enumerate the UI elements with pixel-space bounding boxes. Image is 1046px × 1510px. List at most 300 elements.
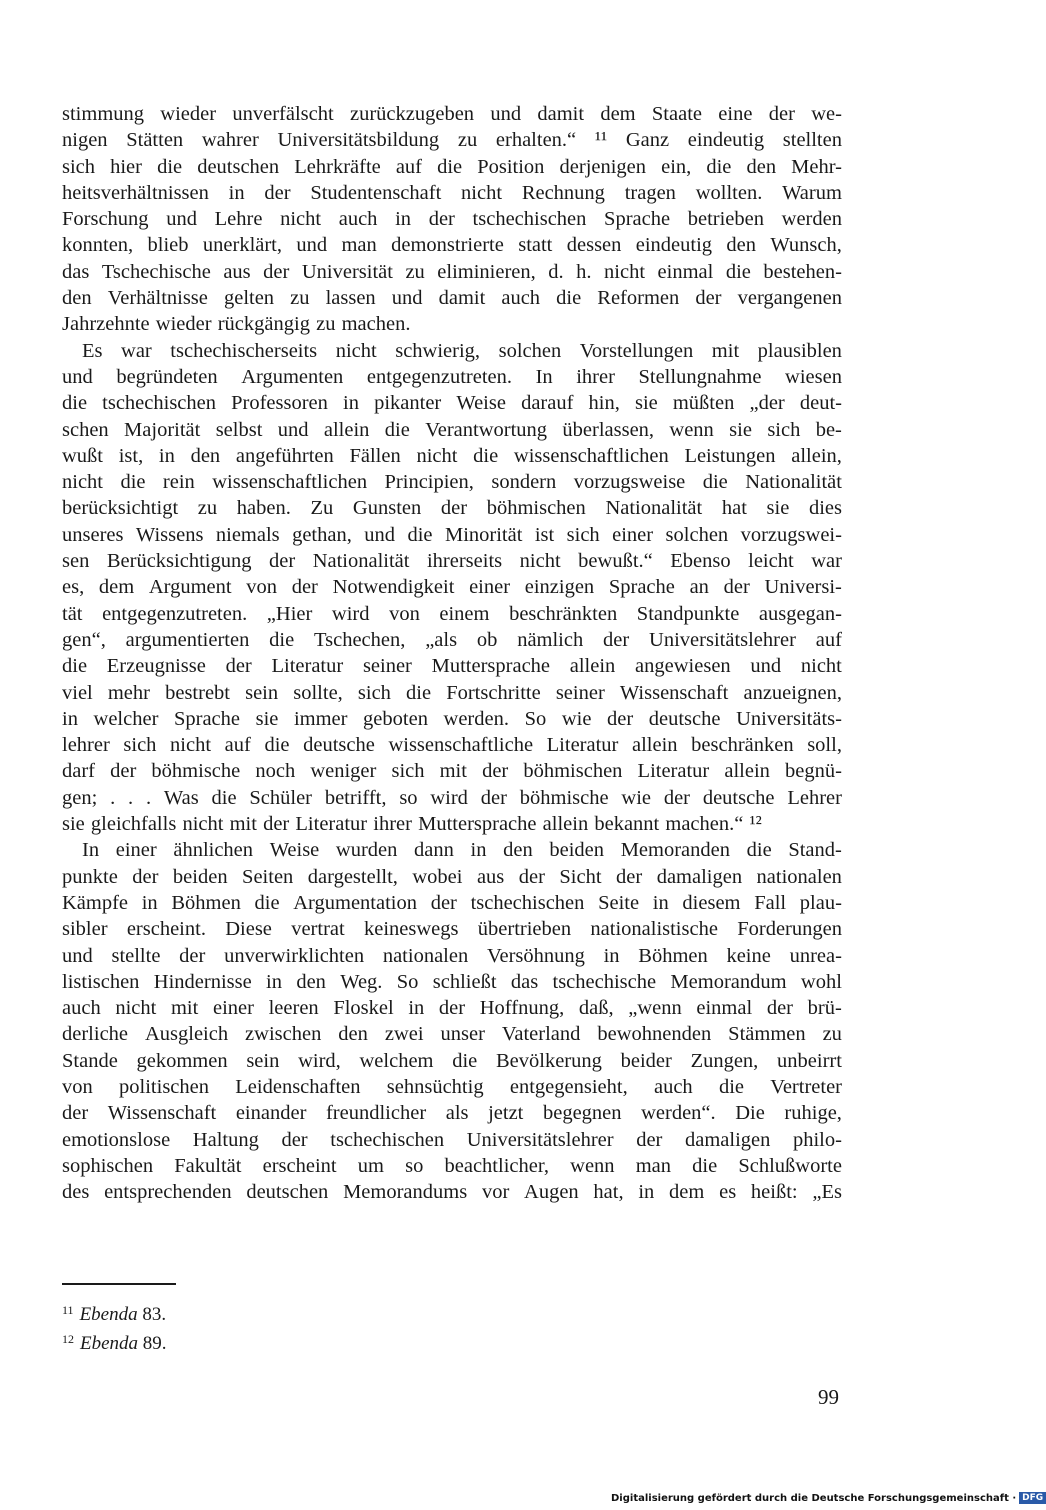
word: politischen: [119, 1075, 209, 1098]
word: und: [490, 103, 522, 125]
text-line: [62, 469, 842, 495]
word: gekommen: [136, 1049, 228, 1072]
word: seiner: [362, 655, 412, 678]
word: so: [405, 1154, 424, 1177]
word: Leistungen: [684, 444, 776, 467]
word: mit: [229, 813, 257, 836]
word: von: [62, 1075, 93, 1098]
word: die: [384, 418, 410, 441]
word: Literatur: [295, 813, 368, 836]
word: deut-: [799, 392, 842, 415]
word: eine: [718, 103, 753, 125]
word: machen.“: [665, 813, 744, 836]
word: Weg.: [340, 970, 383, 993]
word: die: [211, 786, 237, 809]
word: nicht: [170, 734, 212, 757]
word: lehrer: [62, 734, 110, 757]
word: Verhältnisse: [107, 287, 208, 310]
word: die: [62, 392, 88, 415]
word: deutsche: [702, 786, 775, 809]
word: Sprache: [604, 208, 671, 231]
word: Majorität: [124, 418, 201, 441]
word: lassen: [325, 287, 376, 310]
word: Universi-: [764, 576, 842, 599]
footnote-page: 89.: [142, 1333, 167, 1354]
word: statt: [518, 234, 553, 257]
word: beschränkten: [509, 602, 618, 625]
word: viel: [62, 681, 93, 704]
word: stimmung: [62, 103, 145, 125]
word: entsprechenden: [104, 1181, 232, 1204]
word: die: [725, 260, 751, 283]
word: Memoranden: [620, 839, 730, 862]
word: stellte: [111, 944, 161, 967]
word: der: [438, 997, 466, 1020]
word: Seiten: [242, 865, 294, 888]
word: Weise: [456, 392, 506, 415]
word: demonstrierte: [391, 234, 504, 257]
word: unrea-: [789, 944, 842, 967]
word: heißt:: [750, 1181, 798, 1204]
word: ¹²: [749, 813, 762, 836]
word: geboten: [363, 707, 428, 730]
word: entgegenzutreten.: [366, 365, 513, 388]
word: sen: [62, 550, 90, 573]
word: „als: [425, 628, 458, 651]
word: Mehr-: [791, 155, 842, 178]
word: wobei: [412, 865, 463, 888]
word: eindeutig: [635, 234, 713, 257]
word: allein: [323, 418, 370, 441]
word: in: [228, 181, 245, 204]
word: begnü-: [785, 760, 842, 783]
word: die: [120, 471, 146, 494]
word: freundlicher: [325, 1102, 427, 1125]
word: damaligen: [684, 1128, 771, 1151]
word: Wunsch,: [770, 234, 842, 257]
word: vor: [481, 1181, 510, 1204]
word: Weise: [269, 839, 320, 862]
word: wahrer: [201, 129, 259, 152]
word: wieder: [160, 103, 217, 125]
word: zu: [822, 1023, 842, 1046]
word: nicht: [115, 997, 157, 1020]
word: einmal: [657, 260, 714, 283]
word: den: [746, 155, 777, 178]
word: „wenn: [628, 997, 682, 1020]
word: unverwirklichten: [224, 944, 365, 967]
word: auch: [501, 287, 541, 310]
word: auf: [395, 155, 423, 178]
word: zurückzugeben: [349, 103, 475, 125]
word: gleichfalls: [90, 813, 177, 836]
word: betrifft,: [324, 786, 387, 809]
word: philo-: [792, 1128, 842, 1151]
word: vergangenen: [737, 287, 842, 310]
word: rein: [162, 471, 195, 494]
word: Universitäts-: [736, 707, 842, 730]
word: beider: [620, 1049, 672, 1072]
word: ob: [476, 628, 498, 651]
word: bekannt: [594, 813, 660, 836]
word: Professoren: [231, 392, 328, 415]
word: Sprache: [173, 707, 241, 730]
word: hat,: [593, 1181, 624, 1204]
word: plau-: [799, 891, 842, 914]
word: war: [811, 550, 842, 573]
word: So: [524, 707, 547, 730]
word: schwierig,: [395, 339, 481, 362]
text-line: [62, 127, 842, 153]
word: h.: [576, 260, 592, 283]
text-line: [62, 601, 842, 627]
word: Schlußworte: [738, 1154, 842, 1177]
word: tschechischen: [472, 208, 587, 231]
word: allein: [542, 813, 589, 836]
word: Ganz: [625, 129, 670, 152]
word: Erzeugnisse: [106, 655, 206, 678]
word: dem: [669, 1181, 705, 1204]
word: blieb: [147, 234, 189, 257]
word: die: [269, 628, 295, 651]
word: allein: [631, 734, 678, 757]
word: und: [391, 287, 423, 310]
text-line: [62, 627, 842, 653]
word: Studentenschaft: [310, 181, 442, 204]
text-line: [62, 390, 842, 416]
word: der: [518, 865, 545, 888]
word: Fall: [754, 891, 787, 914]
word: Vertreter: [770, 1075, 842, 1098]
word: der: [430, 891, 457, 914]
word: schen: [62, 418, 109, 441]
word: die: [692, 1154, 718, 1177]
word: sondern: [491, 471, 557, 494]
word: nationalistische: [590, 918, 718, 941]
text-line: [62, 1074, 842, 1100]
word: und: [62, 365, 93, 388]
word: sie: [255, 707, 279, 730]
word: und: [277, 418, 309, 441]
word: Nationalität: [745, 471, 842, 494]
word: Muttersprache: [431, 655, 551, 678]
word: In: [82, 839, 100, 862]
word: der: [428, 208, 455, 231]
word: aus: [223, 260, 251, 283]
word: einer: [212, 997, 254, 1020]
word: „Hier: [266, 602, 313, 625]
word: wußt: [62, 444, 103, 467]
word: darauf: [521, 392, 574, 415]
word: nicht: [280, 208, 322, 231]
word: Hindernisse: [153, 970, 252, 993]
word: schließt: [432, 970, 497, 993]
word: in: [395, 208, 412, 231]
word: der: [179, 944, 206, 967]
text-line: [62, 1127, 842, 1153]
word: Jahrzehnte: [62, 313, 150, 336]
word: allein: [569, 655, 616, 678]
text-line: [62, 653, 842, 679]
word: Lehrkräfte: [294, 155, 381, 178]
word: .: [128, 786, 134, 809]
word: Literatur: [546, 734, 619, 757]
word: Die: [735, 1102, 765, 1125]
word: wissenschaftlichen: [513, 444, 669, 467]
word: der: [636, 1128, 663, 1151]
word: Sprache: [608, 576, 675, 599]
word: Warum: [782, 181, 842, 204]
word: Stand-: [788, 839, 842, 862]
word: Forschung: [62, 208, 149, 231]
text-line: [62, 1179, 842, 1205]
footnote-source: Ebenda: [79, 1304, 138, 1325]
word: plausiblen: [757, 339, 842, 362]
word: tschechischerseits: [170, 339, 318, 362]
word: deutschen: [197, 155, 280, 178]
word: Zu: [310, 497, 334, 520]
word: gelten: [223, 287, 275, 310]
word: man: [341, 234, 377, 257]
word: sie: [729, 418, 752, 441]
word: den: [190, 444, 221, 467]
text-line: [62, 1100, 842, 1126]
word: niemals: [215, 523, 280, 546]
word: nicht: [62, 471, 103, 494]
word: nicht: [604, 260, 646, 283]
word: begegnen: [542, 1102, 622, 1125]
word: we-: [811, 103, 842, 125]
word: ist: [534, 523, 555, 546]
word: böhmischen: [486, 497, 586, 520]
word: Hoffnung,: [479, 997, 565, 1020]
word: wissenschaftlichen: [212, 471, 368, 494]
word: die: [406, 681, 432, 704]
word: Stande: [62, 1049, 118, 1072]
word: Schüler: [249, 786, 313, 809]
text-line: [62, 548, 842, 574]
word: beschränken: [691, 734, 794, 757]
word: die: [62, 655, 88, 678]
word: eindeutig: [687, 129, 765, 152]
text-line: [62, 574, 842, 600]
word: damit: [537, 103, 585, 125]
word: solchen: [498, 339, 562, 362]
word: Memorandum: [670, 970, 787, 993]
word: der: [723, 576, 750, 599]
text-line: [62, 206, 842, 232]
word: leeren: [268, 997, 319, 1020]
word: den: [503, 839, 533, 862]
footnote-11: [62, 1298, 167, 1327]
word: tschechischen: [470, 891, 585, 914]
text-line: [62, 522, 842, 548]
word: die: [264, 734, 290, 757]
word: ruhige,: [784, 1102, 842, 1125]
word: erhalten.“: [495, 129, 577, 152]
word: der: [132, 865, 159, 888]
word: die: [452, 1049, 478, 1072]
word: ist,: [118, 444, 144, 467]
word: die: [706, 155, 732, 178]
text-line: [62, 943, 842, 969]
word: Universitätslehrer: [466, 1128, 614, 1151]
word: Forderungen: [737, 918, 842, 941]
word: welcher: [93, 707, 159, 730]
word: den: [338, 1023, 368, 1046]
text-line: [62, 364, 842, 390]
word: in: [638, 1181, 655, 1204]
word: Reformen: [597, 287, 680, 310]
word: wenn: [669, 418, 714, 441]
word: Lehre: [214, 208, 263, 231]
text-line: [62, 311, 842, 337]
word: und: [364, 523, 396, 546]
word: Ebenso: [670, 550, 731, 573]
word: war: [121, 339, 152, 362]
word: einmal: [696, 997, 753, 1020]
word: in: [470, 839, 487, 862]
footnote-page: 83.: [142, 1304, 167, 1325]
word: der: [440, 497, 468, 520]
word: des: [62, 1181, 90, 1204]
word: angeführten: [235, 444, 334, 467]
word: wenn: [570, 1154, 615, 1177]
word: beiden: [549, 839, 605, 862]
word: seiner: [555, 681, 605, 704]
text-line: [62, 890, 842, 916]
footnote-12: [62, 1327, 167, 1356]
word: Versöhnung: [486, 944, 585, 967]
word: nationalen: [382, 944, 469, 967]
word: in: [343, 392, 359, 415]
word: es: [719, 1181, 737, 1204]
word: soll,: [807, 734, 842, 757]
word: in: [603, 944, 620, 967]
word: listischen: [62, 970, 140, 993]
word: wohl: [800, 970, 842, 993]
word: müßten: [672, 392, 735, 415]
text-line: [62, 443, 842, 469]
word: So: [396, 970, 419, 993]
word: leicht: [748, 550, 794, 573]
word: darf: [62, 760, 96, 783]
word: ihrerseits: [426, 550, 503, 573]
word: nicht: [416, 444, 458, 467]
word: Bevölkerung: [495, 1049, 602, 1072]
word: sein: [245, 681, 279, 704]
word: Tschechische: [101, 260, 211, 283]
word: beiden: [172, 865, 228, 888]
word: den: [62, 287, 92, 310]
word: Berücksichtigung: [106, 550, 252, 573]
word: wissenschaftliche: [388, 734, 534, 757]
text-line: [62, 837, 842, 863]
footer-text: Digitalisierung gefördert durch die Deutsche Forschungsgemeinschaft ·: [611, 1493, 1017, 1504]
word: der: [603, 628, 630, 651]
word: gethan,: [292, 523, 352, 546]
word: „der: [749, 392, 785, 415]
word: einer: [612, 523, 654, 546]
word: sehnsüchtig: [386, 1075, 484, 1098]
word: sich: [391, 760, 425, 783]
word: gen“,: [62, 628, 106, 651]
word: in: [652, 891, 669, 914]
word: wieder: [155, 313, 212, 336]
word: böhmische: [519, 786, 609, 809]
text-line: [62, 1153, 842, 1179]
word: Vorstellungen: [579, 339, 694, 362]
word: mehr: [107, 681, 150, 704]
word: der: [263, 813, 290, 836]
word: beachtlicher,: [444, 1154, 549, 1177]
word: sich: [123, 734, 157, 757]
word: Position: [477, 155, 545, 178]
word: böhmische: [151, 760, 241, 783]
word: selbst: [215, 418, 263, 441]
word: In: [535, 365, 553, 388]
footnote-number: 12: [62, 1332, 74, 1346]
word: einer: [115, 839, 157, 862]
text-line: [62, 417, 842, 443]
word: berücksichtigt: [62, 497, 179, 520]
word: der: [695, 287, 722, 310]
word: der: [225, 655, 252, 678]
word: die: [473, 444, 499, 467]
text-line: [62, 101, 842, 127]
word: der: [766, 997, 794, 1020]
footnotes: [62, 1298, 167, 1356]
word: bewußt.“: [578, 550, 653, 573]
word: einer: [469, 576, 511, 599]
word: hin,: [588, 392, 620, 415]
word: in: [158, 444, 175, 467]
word: auch: [653, 1075, 693, 1098]
word: entgegensieht,: [509, 1075, 628, 1098]
word: von: [246, 576, 278, 599]
word: der: [482, 760, 509, 783]
word: derjenigen: [559, 155, 647, 178]
word: Universitätslehrer: [649, 628, 796, 651]
word: hat: [721, 497, 747, 520]
text-line: [62, 680, 842, 706]
text-line: [62, 916, 842, 942]
word: auch: [62, 997, 101, 1020]
word: Seite: [598, 891, 640, 914]
word: nationalen: [756, 865, 842, 888]
word: diesem: [682, 891, 741, 914]
word: konnten,: [62, 234, 134, 257]
footnote-source: Ebenda: [80, 1333, 139, 1354]
word: Fakultät: [174, 1154, 242, 1177]
word: unverfälscht: [232, 103, 334, 125]
text-line: [62, 1021, 842, 1047]
word: hier: [110, 155, 142, 178]
word: punkte: [62, 865, 118, 888]
text-line: [62, 285, 842, 311]
word: rückgängig: [217, 313, 310, 336]
text-line: [62, 995, 842, 1021]
word: eliminieren,: [437, 260, 536, 283]
word: Staate: [651, 103, 702, 125]
word: ein,: [661, 155, 692, 178]
word: in: [141, 891, 158, 914]
word: Sicht: [559, 865, 602, 888]
word: weniger: [310, 760, 377, 783]
word: tschechischen: [330, 1128, 445, 1151]
word: auf: [224, 734, 251, 757]
word: nicht: [461, 181, 503, 204]
